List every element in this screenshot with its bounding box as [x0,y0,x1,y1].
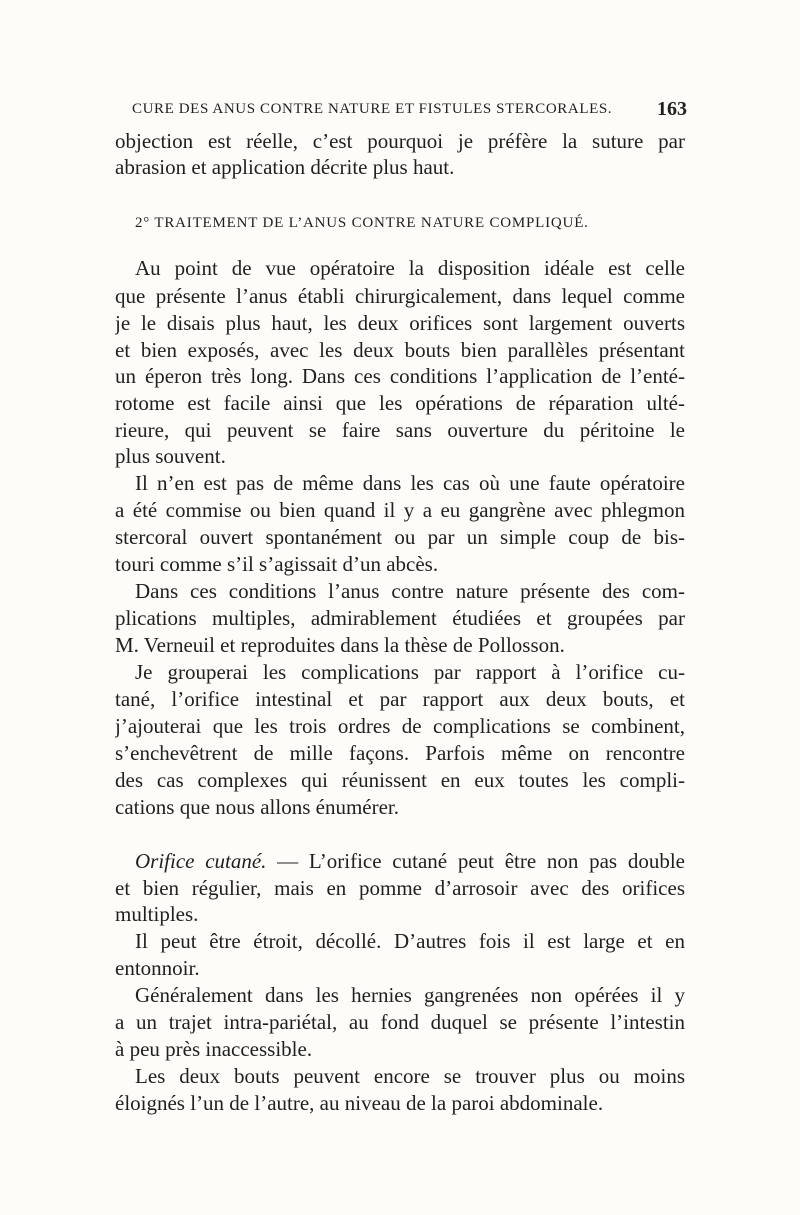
text-line: objection est réelle, c’est pourquoi je préfère la suture par [115,129,685,153]
text-line: Je grouperai les complications par rapport à l’orifice cu- [135,660,685,684]
text-line: Généralement dans les hernies gangrenées non opérées il y [135,983,685,1007]
text-line: abrasion et application décrite plus haut. [115,155,455,179]
text-line: touri comme s’il s’agissait d’un abcès. [115,552,439,576]
running-title: CURE DES ANUS CONTRE NATURE ET FISTULES STERCORALES. [132,101,613,117]
text-line: a été commise ou bien quand il y a eu gangrène avec phlegmon [115,498,685,522]
text-line: tané, l’orifice intestinal et par rapport aux deux bouts, et [115,687,685,711]
text-line: cations que nous allons énumérer. [115,795,400,819]
text-line: Il n’en est pas de même dans les cas où une faute opératoire [135,471,685,495]
text-line: plications multiples, admirablement étudiées et groupées par [115,606,685,630]
text-line: a un trajet intra-pariétal, au fond duquel se présente l’intestin [115,1010,685,1034]
text-line: Au point de vue opératoire la disposition idéale est celle [135,256,685,280]
text-line: plus souvent. [115,444,226,468]
text-line: j’ajouterai que les trois ordres de complications se combinent, [115,714,685,738]
text-run: — L’orifice cutané peut être non pas double [266,849,685,873]
text-line [135,848,685,874]
text-line: un éperon très long. Dans ces conditions l’application de l’enté- [115,364,685,388]
orifice-heading: Orifice cutané. [135,849,267,873]
text-line: entonnoir. [115,956,200,980]
text-line: Les deux bouts peuvent encore se trouver plus ou moins [135,1064,685,1088]
text-line: éloignés l’un de l’autre, au niveau de la paroi abdominale. [115,1091,604,1115]
text-line: et bien régulier, mais en pomme d’arrosoir avec des orifices [115,876,685,900]
page-number: 163 [657,98,687,120]
text-line: rieure, qui peuvent se faire sans ouverture du péritoine le [115,418,685,442]
text-line: multiples. [115,902,199,926]
text-line: des cas complexes qui réunissent en eux toutes les compli- [115,768,685,792]
text-line: je le disais plus haut, les deux orifices sont largement ouverts [115,311,685,335]
text-line: Il peut être étroit, décollé. D’autres fois il est large et en [135,929,685,953]
text-line: stercoral ouvert spontanément ou par un simple coup de bis- [115,525,685,549]
text-line: que présente l’anus établi chirurgicalement, dans lequel comme [115,284,685,308]
section-title: 2° TRAITEMENT DE L’ANUS CONTRE NATURE COMPLIQUÉ. [135,215,589,231]
text-line: rotome est facile ainsi que les opérations de réparation ulté- [115,391,685,415]
running-header [132,98,687,122]
text-line: Dans ces conditions l’anus contre nature présente des com- [135,579,685,603]
text-line: s’enchevêtrent de mille façons. Parfois même on rencontre [115,741,685,765]
text-line: et bien exposés, avec les deux bouts bien parallèles présentant [115,338,685,362]
text-line: M. Verneuil et reproduites dans la thèse de Pollosson. [115,633,565,657]
text-line: à peu près inaccessible. [115,1037,313,1061]
